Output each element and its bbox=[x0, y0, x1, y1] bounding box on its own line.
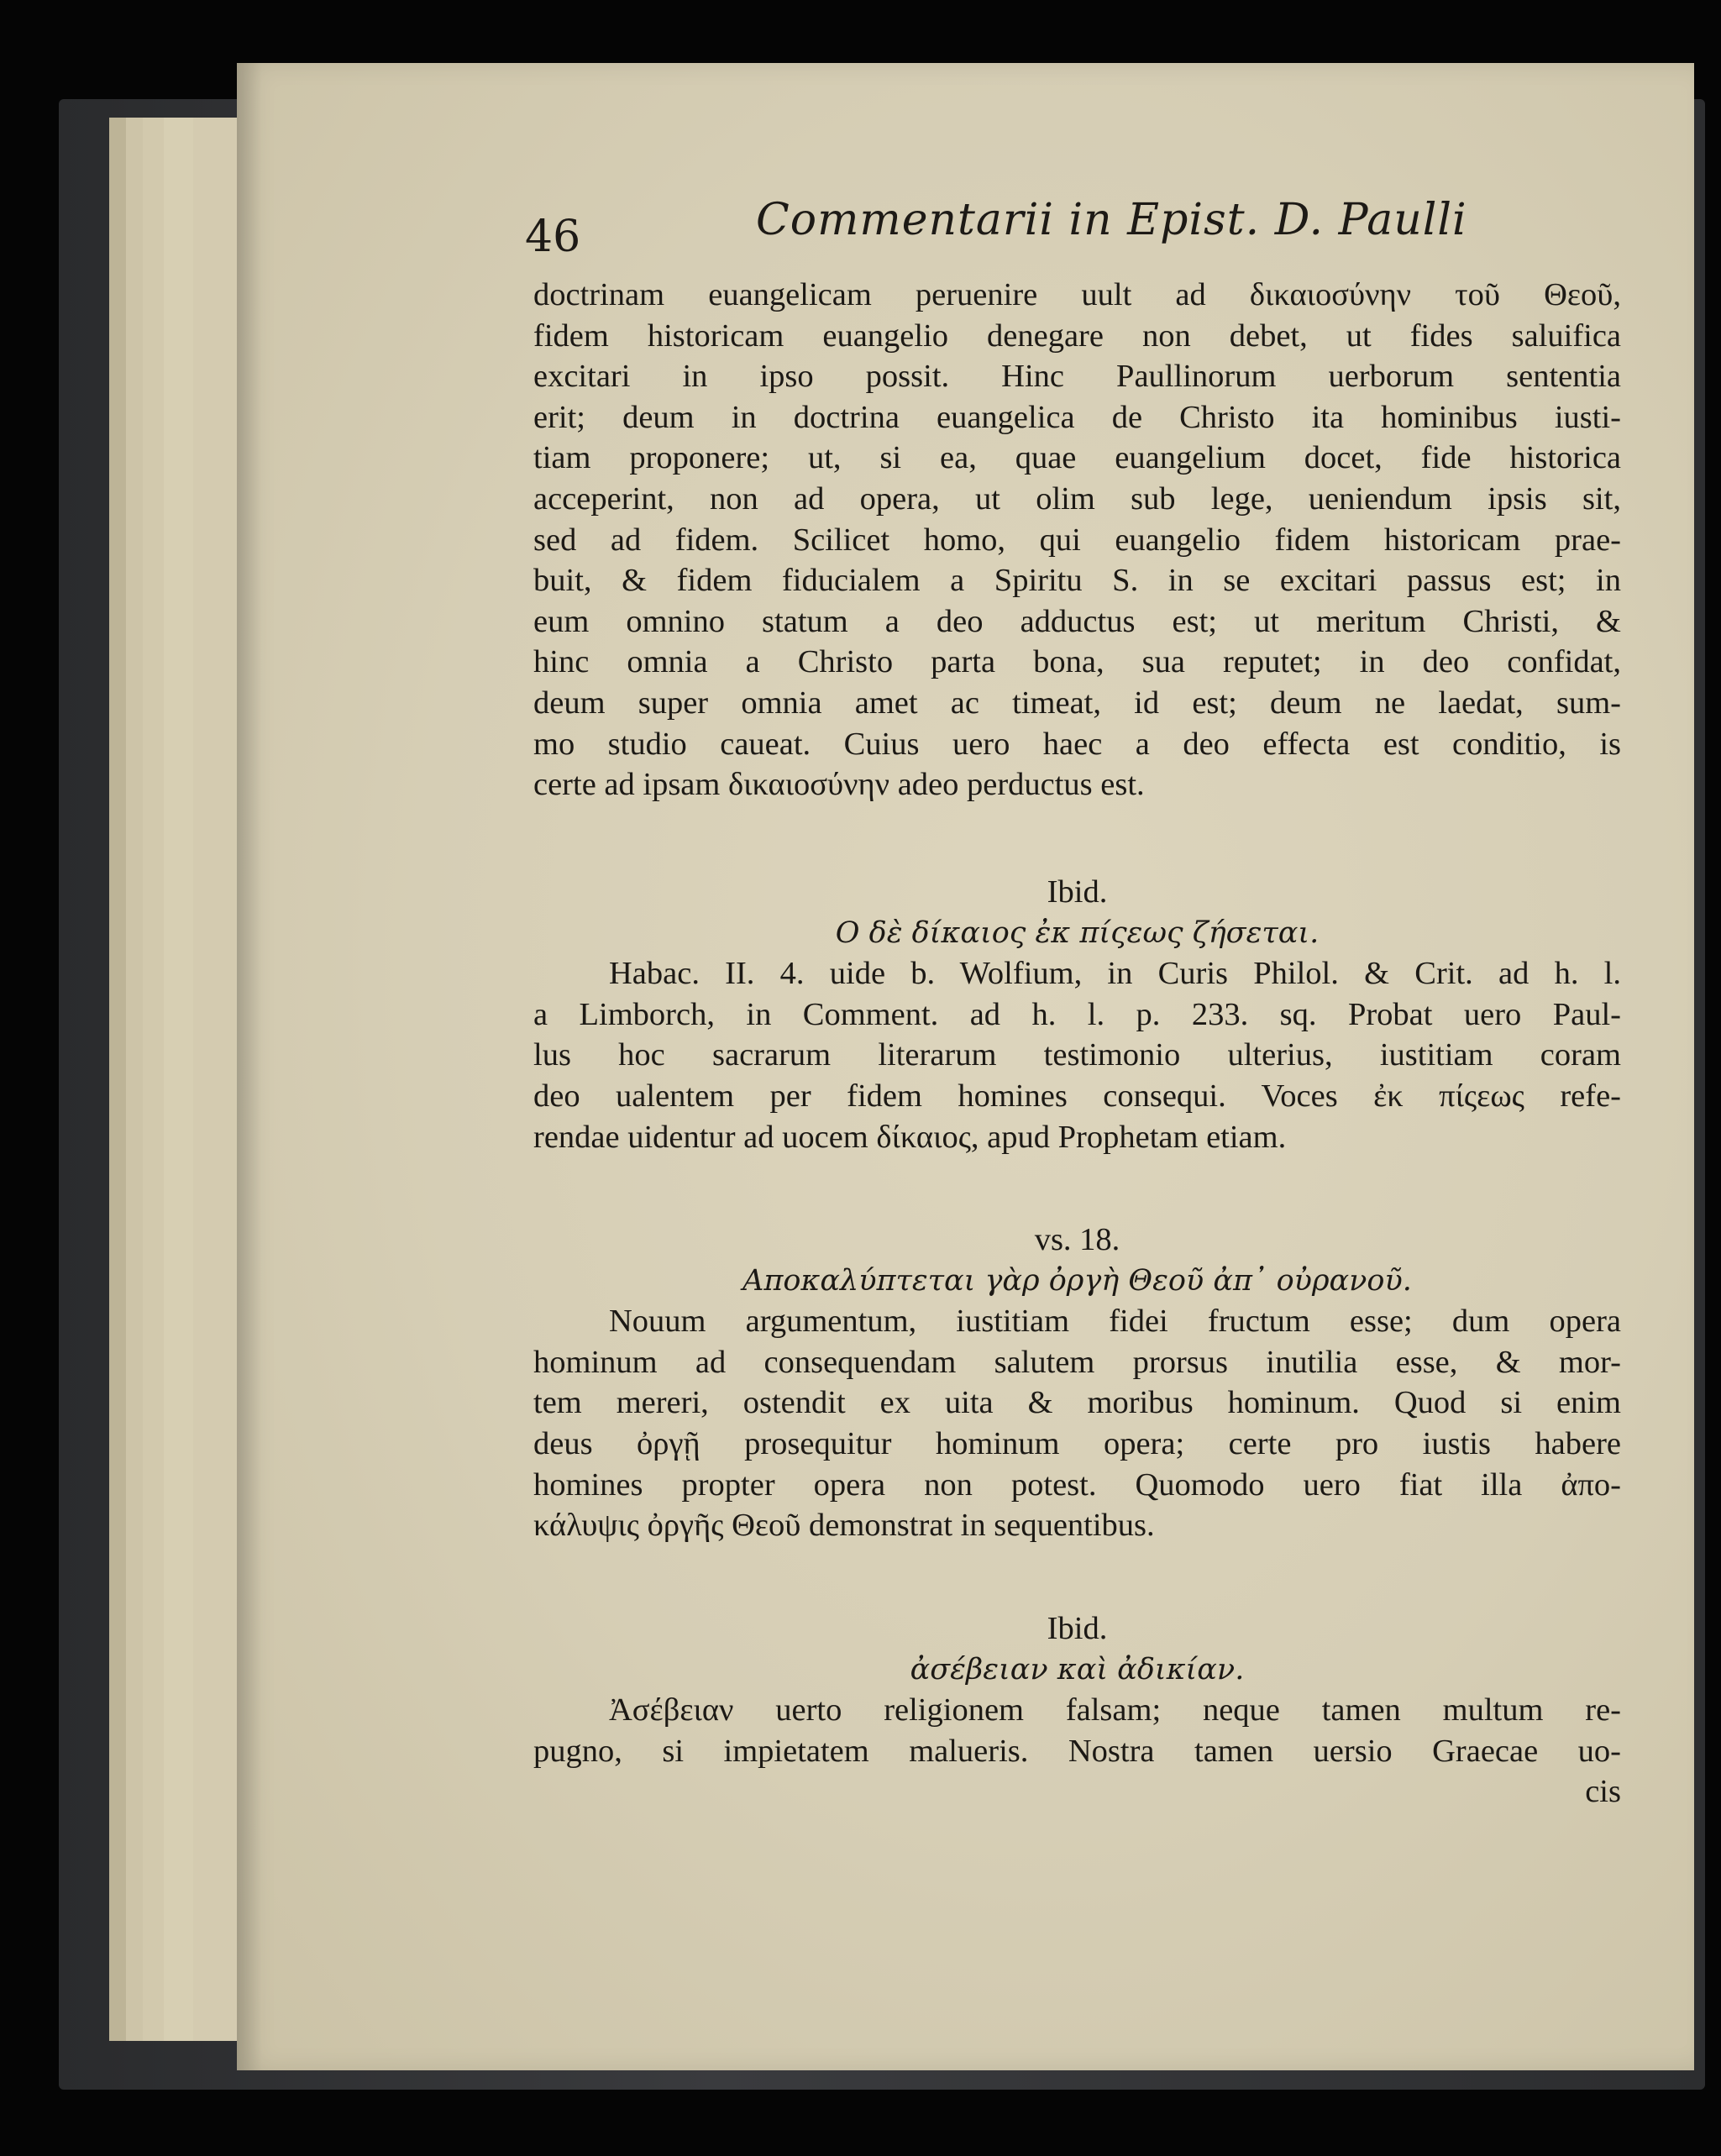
paragraph-1 bbox=[533, 275, 1621, 805]
text-line: Ἀσέβειαν uerto religionem falsam; neque tamen multum re- bbox=[609, 1692, 1621, 1728]
text-line: fidem historicam euangelio denegare non debet, ut fides saluifica bbox=[533, 317, 1621, 354]
text-line: tem mereri, ostendit ex uita & moribus hominum. Quod si enim bbox=[533, 1385, 1621, 1421]
text-line: erit; deum in doctrina euangelica de Christo ita hominibus iusti- bbox=[533, 399, 1621, 435]
text-line: certe ad ipsam δικαιοσύνην adeo perductus est. bbox=[533, 767, 1145, 803]
text-line: doctrinam euangelicam peruenire uult ad δικαιοσύνην τοῦ Θεοῦ, bbox=[533, 277, 1621, 312]
section-heading: Ibid. bbox=[1047, 1611, 1108, 1646]
section-3 bbox=[533, 1220, 1621, 1546]
section-4 bbox=[533, 1608, 1621, 1812]
text-line: deum super omnia amet ac timeat, id est; deum ne laedat, sum- bbox=[533, 685, 1621, 721]
greek-quote: Ο δὲ δίκαιος ἐκ πίςεως ζήσεται. bbox=[835, 915, 1320, 950]
section-2 bbox=[533, 872, 1621, 1157]
text-line: acceperint, non ad opera, ut olim sub lege, ueniendum ipsis sit, bbox=[533, 480, 1621, 517]
text-line: rendae uidentur ad uocem δίκαιος, apud Prophetam etiam. bbox=[533, 1119, 1287, 1155]
page-number: 46 bbox=[525, 212, 581, 262]
text-line: hominum ad consequendam salutem prorsus inutilia esse, & mor- bbox=[533, 1344, 1621, 1380]
text-line: buit, & fidem fiducialem a Spiritu S. in se excitari passus est; in bbox=[533, 563, 1621, 599]
text-line: a Limborch, in Comment. ad h. l. p. 233. sq. Probat uero Paul- bbox=[533, 996, 1621, 1032]
text-line: Nouum argumentum, iustitiam fidei fructum esse; dum opera bbox=[609, 1304, 1621, 1340]
gutter-shadow bbox=[237, 63, 262, 2070]
greek-quote: Αποκαλύπτεται γὰρ ὀργὴ Θεοῦ ἀπ᾽ οὐρανοῦ. bbox=[742, 1263, 1412, 1298]
text-line: sed ad fidem. Scilicet homo, qui euangelio fidem historicam prae- bbox=[533, 522, 1621, 558]
text-line: deus ὀργῇ prosequitur hominum opera; certe pro iustis habere bbox=[533, 1425, 1621, 1461]
text-line: κάλυψις ὀργῆς Θεοῦ demonstrat in sequentibus. bbox=[533, 1508, 1155, 1544]
text-line: eum omnino statum a deo adductus est; ut meritum Christi, & bbox=[533, 603, 1621, 639]
text-line: hinc omnia a Christo parta bona, sua reputet; in deo confidat, bbox=[533, 644, 1621, 680]
text-line: deo ualentem per fidem homines consequi. Voces ἐκ πίςεως refe- bbox=[533, 1078, 1621, 1114]
text-line: Habac. II. 4. uide b. Wolfium, in Curis Philol. & Crit. ad h. l. bbox=[609, 956, 1621, 992]
text-line: tiam proponere; ut, si ea, quae euangelium docet, fide historica bbox=[533, 440, 1621, 476]
catchword: cis bbox=[1585, 1774, 1621, 1810]
greek-quote: ἀσέβειαν καὶ ἀδικίαν. bbox=[910, 1652, 1245, 1687]
section-heading: vs. 18. bbox=[1034, 1222, 1120, 1257]
text-line: excitari in ipso possit. Hinc Paullinorum uerborum sententia bbox=[533, 359, 1621, 395]
text-line: homines propter opera non potest. Quomodo uero fiat illa ἀπο- bbox=[533, 1466, 1621, 1503]
section-heading: Ibid. bbox=[1047, 874, 1108, 910]
text-line: pugno, si impietatem malueris. Nostra tamen uersio Graecae uo- bbox=[533, 1733, 1621, 1769]
text-line: lus hoc sacrarum literarum testimonio ulterius, iustitiam coram bbox=[533, 1037, 1621, 1073]
text-line: mo studio caueat. Cuius uero haec a deo effecta est conditio, is bbox=[533, 726, 1621, 762]
running-title: Commentarii in Epist. D. Paulli bbox=[756, 195, 1467, 245]
